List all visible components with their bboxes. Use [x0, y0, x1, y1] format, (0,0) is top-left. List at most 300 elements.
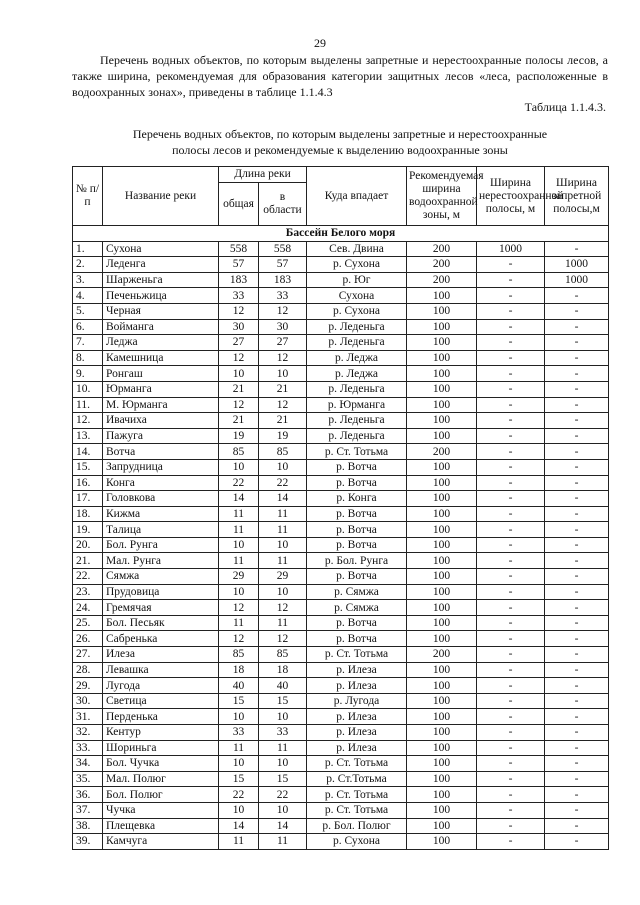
river-name-cell: Бол. Рунга — [103, 537, 219, 553]
row-number-cell: 6. — [73, 319, 103, 335]
flows-into-cell: р. Леденьга — [307, 381, 407, 397]
recommended-width-cell: 200 — [407, 241, 477, 257]
flows-into-cell: р. Юрманга — [307, 397, 407, 413]
river-name-cell: Шарженьга — [103, 272, 219, 288]
length-in-region-cell: 14 — [259, 491, 307, 507]
length-in-region-cell: 57 — [259, 257, 307, 273]
header-length: Длина реки — [219, 167, 307, 183]
flows-into-cell: Сухона — [307, 288, 407, 304]
spawning-width-cell: - — [477, 459, 545, 475]
spawning-width-cell: - — [477, 600, 545, 616]
forbidden-width-cell: - — [545, 756, 609, 772]
spawning-width-cell: - — [477, 802, 545, 818]
river-name-cell: Сямжа — [103, 569, 219, 585]
table-row — [73, 319, 609, 335]
length-in-region-cell: 10 — [259, 584, 307, 600]
recommended-width-cell: 100 — [407, 522, 477, 538]
table-row — [73, 662, 609, 678]
recommended-width-cell: 200 — [407, 272, 477, 288]
recommended-width-cell: 100 — [407, 631, 477, 647]
header-length-in-region: в области — [259, 183, 307, 226]
length-in-region-cell: 11 — [259, 553, 307, 569]
recommended-width-cell: 100 — [407, 600, 477, 616]
row-number-cell: 10. — [73, 381, 103, 397]
spawning-width-cell: - — [477, 428, 545, 444]
forbidden-width-cell: - — [545, 771, 609, 787]
river-name-cell: Лугода — [103, 678, 219, 694]
forbidden-width-cell: - — [545, 693, 609, 709]
table-row — [73, 756, 609, 772]
table-row — [73, 381, 609, 397]
intro-paragraph — [72, 52, 608, 100]
table-row — [73, 397, 609, 413]
length-in-region-cell: 10 — [259, 756, 307, 772]
length-total-cell: 11 — [219, 553, 259, 569]
table-row — [73, 818, 609, 834]
length-total-cell: 21 — [219, 413, 259, 429]
length-in-region-cell: 15 — [259, 693, 307, 709]
length-total-cell: 11 — [219, 522, 259, 538]
flows-into-cell: р. Илеза — [307, 740, 407, 756]
spawning-width-cell: 1000 — [477, 241, 545, 257]
length-total-cell: 14 — [219, 491, 259, 507]
length-total-cell: 10 — [219, 366, 259, 382]
spawning-width-cell: - — [477, 756, 545, 772]
table-row — [73, 491, 609, 507]
river-name-cell: Камешница — [103, 350, 219, 366]
spawning-width-cell: - — [477, 491, 545, 507]
forbidden-width-cell: - — [545, 553, 609, 569]
length-total-cell: 10 — [219, 709, 259, 725]
length-in-region-cell: 10 — [259, 537, 307, 553]
length-in-region-cell: 12 — [259, 397, 307, 413]
length-total-cell: 11 — [219, 740, 259, 756]
river-name-cell: Прудовица — [103, 584, 219, 600]
row-number-cell: 4. — [73, 288, 103, 304]
river-name-cell: Кижма — [103, 506, 219, 522]
flows-into-cell: р. Илеза — [307, 725, 407, 741]
recommended-width-cell: 100 — [407, 413, 477, 429]
river-name-cell: Плещевка — [103, 818, 219, 834]
table-row — [73, 647, 609, 663]
flows-into-cell: р. Сухона — [307, 834, 407, 850]
header-flows-into: Куда впадает — [307, 167, 407, 226]
length-total-cell: 27 — [219, 335, 259, 351]
forbidden-width-cell: - — [545, 787, 609, 803]
table-row — [73, 584, 609, 600]
length-in-region-cell: 85 — [259, 444, 307, 460]
row-number-cell: 38. — [73, 818, 103, 834]
river-name-cell: Бол. Чучка — [103, 756, 219, 772]
table-row — [73, 802, 609, 818]
row-number-cell: 36. — [73, 787, 103, 803]
table-row — [73, 428, 609, 444]
length-in-region-cell: 85 — [259, 647, 307, 663]
flows-into-cell: р. Илеза — [307, 709, 407, 725]
flows-into-cell: р. Бол. Рунга — [307, 553, 407, 569]
row-number-cell: 3. — [73, 272, 103, 288]
length-total-cell: 10 — [219, 537, 259, 553]
row-number-cell: 1. — [73, 241, 103, 257]
table-row — [73, 303, 609, 319]
length-total-cell: 12 — [219, 397, 259, 413]
table-row — [73, 678, 609, 694]
spawning-width-cell: - — [477, 350, 545, 366]
river-name-cell: Сабренька — [103, 631, 219, 647]
flows-into-cell: р. Леденьга — [307, 428, 407, 444]
length-total-cell: 15 — [219, 693, 259, 709]
table-row — [73, 834, 609, 850]
length-in-region-cell: 11 — [259, 506, 307, 522]
spawning-width-cell: - — [477, 787, 545, 803]
length-total-cell: 22 — [219, 475, 259, 491]
recommended-width-cell: 100 — [407, 459, 477, 475]
river-name-cell: Запрудница — [103, 459, 219, 475]
spawning-width-cell: - — [477, 381, 545, 397]
row-number-cell: 28. — [73, 662, 103, 678]
river-name-cell: Воймангa — [103, 319, 219, 335]
row-number-cell: 25. — [73, 615, 103, 631]
table-row — [73, 522, 609, 538]
length-total-cell: 12 — [219, 600, 259, 616]
forbidden-width-cell: - — [545, 678, 609, 694]
length-in-region-cell: 33 — [259, 288, 307, 304]
length-in-region-cell: 21 — [259, 413, 307, 429]
length-total-cell: 10 — [219, 756, 259, 772]
recommended-width-cell: 100 — [407, 693, 477, 709]
flows-into-cell: р. Вотча — [307, 459, 407, 475]
row-number-cell: 24. — [73, 600, 103, 616]
length-in-region-cell: 12 — [259, 631, 307, 647]
length-in-region-cell: 183 — [259, 272, 307, 288]
flows-into-cell: р. Леденьга — [307, 413, 407, 429]
river-name-cell: Пажуга — [103, 428, 219, 444]
length-total-cell: 14 — [219, 818, 259, 834]
length-total-cell: 183 — [219, 272, 259, 288]
length-total-cell: 11 — [219, 615, 259, 631]
table-row — [73, 725, 609, 741]
row-number-cell: 26. — [73, 631, 103, 647]
table-row — [73, 553, 609, 569]
row-number-cell: 5. — [73, 303, 103, 319]
row-number-cell: 8. — [73, 350, 103, 366]
table-row — [73, 257, 609, 273]
row-number-cell: 12. — [73, 413, 103, 429]
recommended-width-cell: 100 — [407, 288, 477, 304]
recommended-width-cell: 100 — [407, 366, 477, 382]
row-number-cell: 9. — [73, 366, 103, 382]
header-spawning-width: Ширина нерестоохранной полосы, м — [477, 167, 545, 226]
row-number-cell: 11. — [73, 397, 103, 413]
length-total-cell: 40 — [219, 678, 259, 694]
row-number-cell: 32. — [73, 725, 103, 741]
spawning-width-cell: - — [477, 662, 545, 678]
river-name-cell: Мал. Рунга — [103, 553, 219, 569]
river-name-cell: Бол. Полюг — [103, 787, 219, 803]
forbidden-width-cell: - — [545, 381, 609, 397]
forbidden-width-cell: 1000 — [545, 272, 609, 288]
flows-into-cell: р. Ст. Тотьма — [307, 787, 407, 803]
length-total-cell: 10 — [219, 584, 259, 600]
recommended-width-cell: 100 — [407, 662, 477, 678]
forbidden-width-cell: - — [545, 241, 609, 257]
length-in-region-cell: 12 — [259, 350, 307, 366]
spawning-width-cell: - — [477, 288, 545, 304]
river-name-cell: Мал. Полюг — [103, 771, 219, 787]
row-number-cell: 31. — [73, 709, 103, 725]
table-row — [73, 350, 609, 366]
row-number-cell: 21. — [73, 553, 103, 569]
flows-into-cell: р. Вотча — [307, 569, 407, 585]
recommended-width-cell: 100 — [407, 834, 477, 850]
length-total-cell: 11 — [219, 506, 259, 522]
table-row — [73, 537, 609, 553]
recommended-width-cell: 100 — [407, 756, 477, 772]
river-name-cell: Кентур — [103, 725, 219, 741]
forbidden-width-cell: - — [545, 647, 609, 663]
flows-into-cell: р. Ст. Тотьма — [307, 802, 407, 818]
length-in-region-cell: 10 — [259, 366, 307, 382]
flows-into-cell: р. Ст.Тотьма — [307, 771, 407, 787]
table-row — [73, 693, 609, 709]
forbidden-width-cell: - — [545, 444, 609, 460]
table-row — [73, 771, 609, 787]
row-number-cell: 7. — [73, 335, 103, 351]
length-in-region-cell: 14 — [259, 818, 307, 834]
spawning-width-cell: - — [477, 647, 545, 663]
table-row — [73, 506, 609, 522]
river-name-cell: Черная — [103, 303, 219, 319]
recommended-width-cell: 100 — [407, 428, 477, 444]
length-total-cell: 85 — [219, 444, 259, 460]
length-total-cell: 85 — [219, 647, 259, 663]
spawning-width-cell: - — [477, 709, 545, 725]
river-name-cell: М. Юрманга — [103, 397, 219, 413]
river-name-cell: Талица — [103, 522, 219, 538]
forbidden-width-cell: - — [545, 584, 609, 600]
forbidden-width-cell: - — [545, 475, 609, 491]
recommended-width-cell: 200 — [407, 444, 477, 460]
row-number-cell: 30. — [73, 693, 103, 709]
length-in-region-cell: 30 — [259, 319, 307, 335]
spawning-width-cell: - — [477, 366, 545, 382]
table-row — [73, 631, 609, 647]
recommended-width-cell: 100 — [407, 381, 477, 397]
flows-into-cell: р. Ст. Тотьма — [307, 444, 407, 460]
recommended-width-cell: 100 — [407, 319, 477, 335]
length-in-region-cell: 29 — [259, 569, 307, 585]
table-row — [73, 272, 609, 288]
length-total-cell: 18 — [219, 662, 259, 678]
recommended-width-cell: 100 — [407, 491, 477, 507]
length-in-region-cell: 19 — [259, 428, 307, 444]
length-in-region-cell: 11 — [259, 740, 307, 756]
length-total-cell: 10 — [219, 459, 259, 475]
header-num: № п/п — [73, 167, 103, 226]
row-number-cell: 14. — [73, 444, 103, 460]
spawning-width-cell: - — [477, 834, 545, 850]
recommended-width-cell: 100 — [407, 569, 477, 585]
row-number-cell: 23. — [73, 584, 103, 600]
length-in-region-cell: 22 — [259, 475, 307, 491]
table-body — [73, 241, 609, 849]
flows-into-cell: р. Сухона — [307, 257, 407, 273]
table-row — [73, 413, 609, 429]
table-row — [73, 241, 609, 257]
recommended-width-cell: 100 — [407, 818, 477, 834]
row-number-cell: 39. — [73, 834, 103, 850]
table-row — [73, 335, 609, 351]
forbidden-width-cell: - — [545, 491, 609, 507]
spawning-width-cell: - — [477, 537, 545, 553]
row-number-cell: 2. — [73, 257, 103, 273]
length-total-cell: 10 — [219, 802, 259, 818]
forbidden-width-cell: - — [545, 834, 609, 850]
river-name-cell: Илеза — [103, 647, 219, 663]
recommended-width-cell: 100 — [407, 802, 477, 818]
length-total-cell: 22 — [219, 787, 259, 803]
flows-into-cell: р. Сухона — [307, 303, 407, 319]
spawning-width-cell: - — [477, 303, 545, 319]
length-in-region-cell: 33 — [259, 725, 307, 741]
spawning-width-cell: - — [477, 693, 545, 709]
table-row — [73, 569, 609, 585]
river-name-cell: Конга — [103, 475, 219, 491]
length-in-region-cell: 558 — [259, 241, 307, 257]
length-in-region-cell: 12 — [259, 600, 307, 616]
forbidden-width-cell: - — [545, 319, 609, 335]
recommended-width-cell: 100 — [407, 553, 477, 569]
length-total-cell: 29 — [219, 569, 259, 585]
forbidden-width-cell: - — [545, 631, 609, 647]
river-name-cell: Головкова — [103, 491, 219, 507]
table-title — [72, 126, 608, 158]
forbidden-width-cell: - — [545, 818, 609, 834]
flows-into-cell: р. Конга — [307, 491, 407, 507]
forbidden-width-cell: - — [545, 709, 609, 725]
river-name-cell: Печеньжица — [103, 288, 219, 304]
page-number: 29 — [314, 36, 326, 50]
recommended-width-cell: 100 — [407, 350, 477, 366]
spawning-width-cell: - — [477, 335, 545, 351]
forbidden-width-cell: - — [545, 335, 609, 351]
recommended-width-cell: 100 — [407, 709, 477, 725]
river-name-cell: Юрманга — [103, 381, 219, 397]
length-total-cell: 21 — [219, 381, 259, 397]
recommended-width-cell: 100 — [407, 537, 477, 553]
spawning-width-cell: - — [477, 818, 545, 834]
forbidden-width-cell: - — [545, 522, 609, 538]
table-row — [73, 475, 609, 491]
spawning-width-cell: - — [477, 584, 545, 600]
spawning-width-cell: - — [477, 319, 545, 335]
forbidden-width-cell: - — [545, 413, 609, 429]
row-number-cell: 35. — [73, 771, 103, 787]
header-length-total: общая — [219, 183, 259, 226]
row-number-cell: 29. — [73, 678, 103, 694]
recommended-width-cell: 200 — [407, 647, 477, 663]
forbidden-width-cell: - — [545, 428, 609, 444]
row-number-cell: 33. — [73, 740, 103, 756]
row-number-cell: 19. — [73, 522, 103, 538]
flows-into-cell: р. Илеза — [307, 678, 407, 694]
spawning-width-cell: - — [477, 257, 545, 273]
recommended-width-cell: 100 — [407, 771, 477, 787]
length-in-region-cell: 15 — [259, 771, 307, 787]
row-number-cell: 34. — [73, 756, 103, 772]
header-name: Название реки — [103, 167, 219, 226]
table-row — [73, 288, 609, 304]
river-name-cell: Шориньга — [103, 740, 219, 756]
recommended-width-cell: 100 — [407, 475, 477, 491]
river-name-cell: Вотча — [103, 444, 219, 460]
row-number-cell: 18. — [73, 506, 103, 522]
spawning-width-cell: - — [477, 740, 545, 756]
forbidden-width-cell: - — [545, 288, 609, 304]
basin-row: Бассейн Белого моря — [73, 226, 609, 242]
recommended-width-cell: 100 — [407, 397, 477, 413]
spawning-width-cell: - — [477, 631, 545, 647]
row-number-cell: 16. — [73, 475, 103, 491]
river-name-cell: Камчуга — [103, 834, 219, 850]
flows-into-cell: р. Ст. Тотьма — [307, 756, 407, 772]
flows-into-cell: р. Вотча — [307, 537, 407, 553]
spawning-width-cell: - — [477, 413, 545, 429]
row-number-cell: 17. — [73, 491, 103, 507]
table-row — [73, 444, 609, 460]
river-name-cell: Леденга — [103, 257, 219, 273]
row-number-cell: 37. — [73, 802, 103, 818]
length-in-region-cell: 10 — [259, 459, 307, 475]
river-name-cell: Бол. Песьяк — [103, 615, 219, 631]
header-recommended-width: Рекомендуемая ширина водоохранной зоны, м — [407, 167, 477, 226]
flows-into-cell: р. Леджа — [307, 350, 407, 366]
recommended-width-cell: 200 — [407, 257, 477, 273]
flows-into-cell: р. Вотча — [307, 631, 407, 647]
flows-into-cell: р. Вотча — [307, 506, 407, 522]
spawning-width-cell: - — [477, 475, 545, 491]
length-total-cell: 33 — [219, 725, 259, 741]
flows-into-cell: р. Илеза — [307, 662, 407, 678]
spawning-width-cell: - — [477, 506, 545, 522]
water-bodies-table — [72, 166, 609, 850]
river-name-cell: Светица — [103, 693, 219, 709]
table-row — [73, 740, 609, 756]
flows-into-cell: р. Леденьга — [307, 319, 407, 335]
intro-text: Перечень водных объектов, по которым выделены запретные и нерестоохранные полосы лесов, а также ширина, рекомендуемая для образования категории защитных лесов «леса, расположенные в водоохранных зонах», приведены в таблице 1.1.4.3 — [72, 53, 608, 99]
length-in-region-cell: 22 — [259, 787, 307, 803]
spawning-width-cell: - — [477, 771, 545, 787]
forbidden-width-cell: - — [545, 350, 609, 366]
length-in-region-cell: 11 — [259, 615, 307, 631]
recommended-width-cell: 100 — [407, 303, 477, 319]
recommended-width-cell: 100 — [407, 678, 477, 694]
flows-into-cell: р. Сямжа — [307, 600, 407, 616]
forbidden-width-cell: - — [545, 725, 609, 741]
length-in-region-cell: 11 — [259, 522, 307, 538]
forbidden-width-cell: - — [545, 397, 609, 413]
river-name-cell: Чучка — [103, 802, 219, 818]
forbidden-width-cell: - — [545, 802, 609, 818]
flows-into-cell: р. Вотча — [307, 615, 407, 631]
forbidden-width-cell: 1000 — [545, 257, 609, 273]
spawning-width-cell: - — [477, 725, 545, 741]
recommended-width-cell: 100 — [407, 725, 477, 741]
recommended-width-cell: 100 — [407, 615, 477, 631]
length-total-cell: 12 — [219, 350, 259, 366]
length-in-region-cell: 10 — [259, 802, 307, 818]
table-title-line-2: полосы лесов и рекомендуемые к выделению водоохранные зоны — [172, 143, 508, 157]
